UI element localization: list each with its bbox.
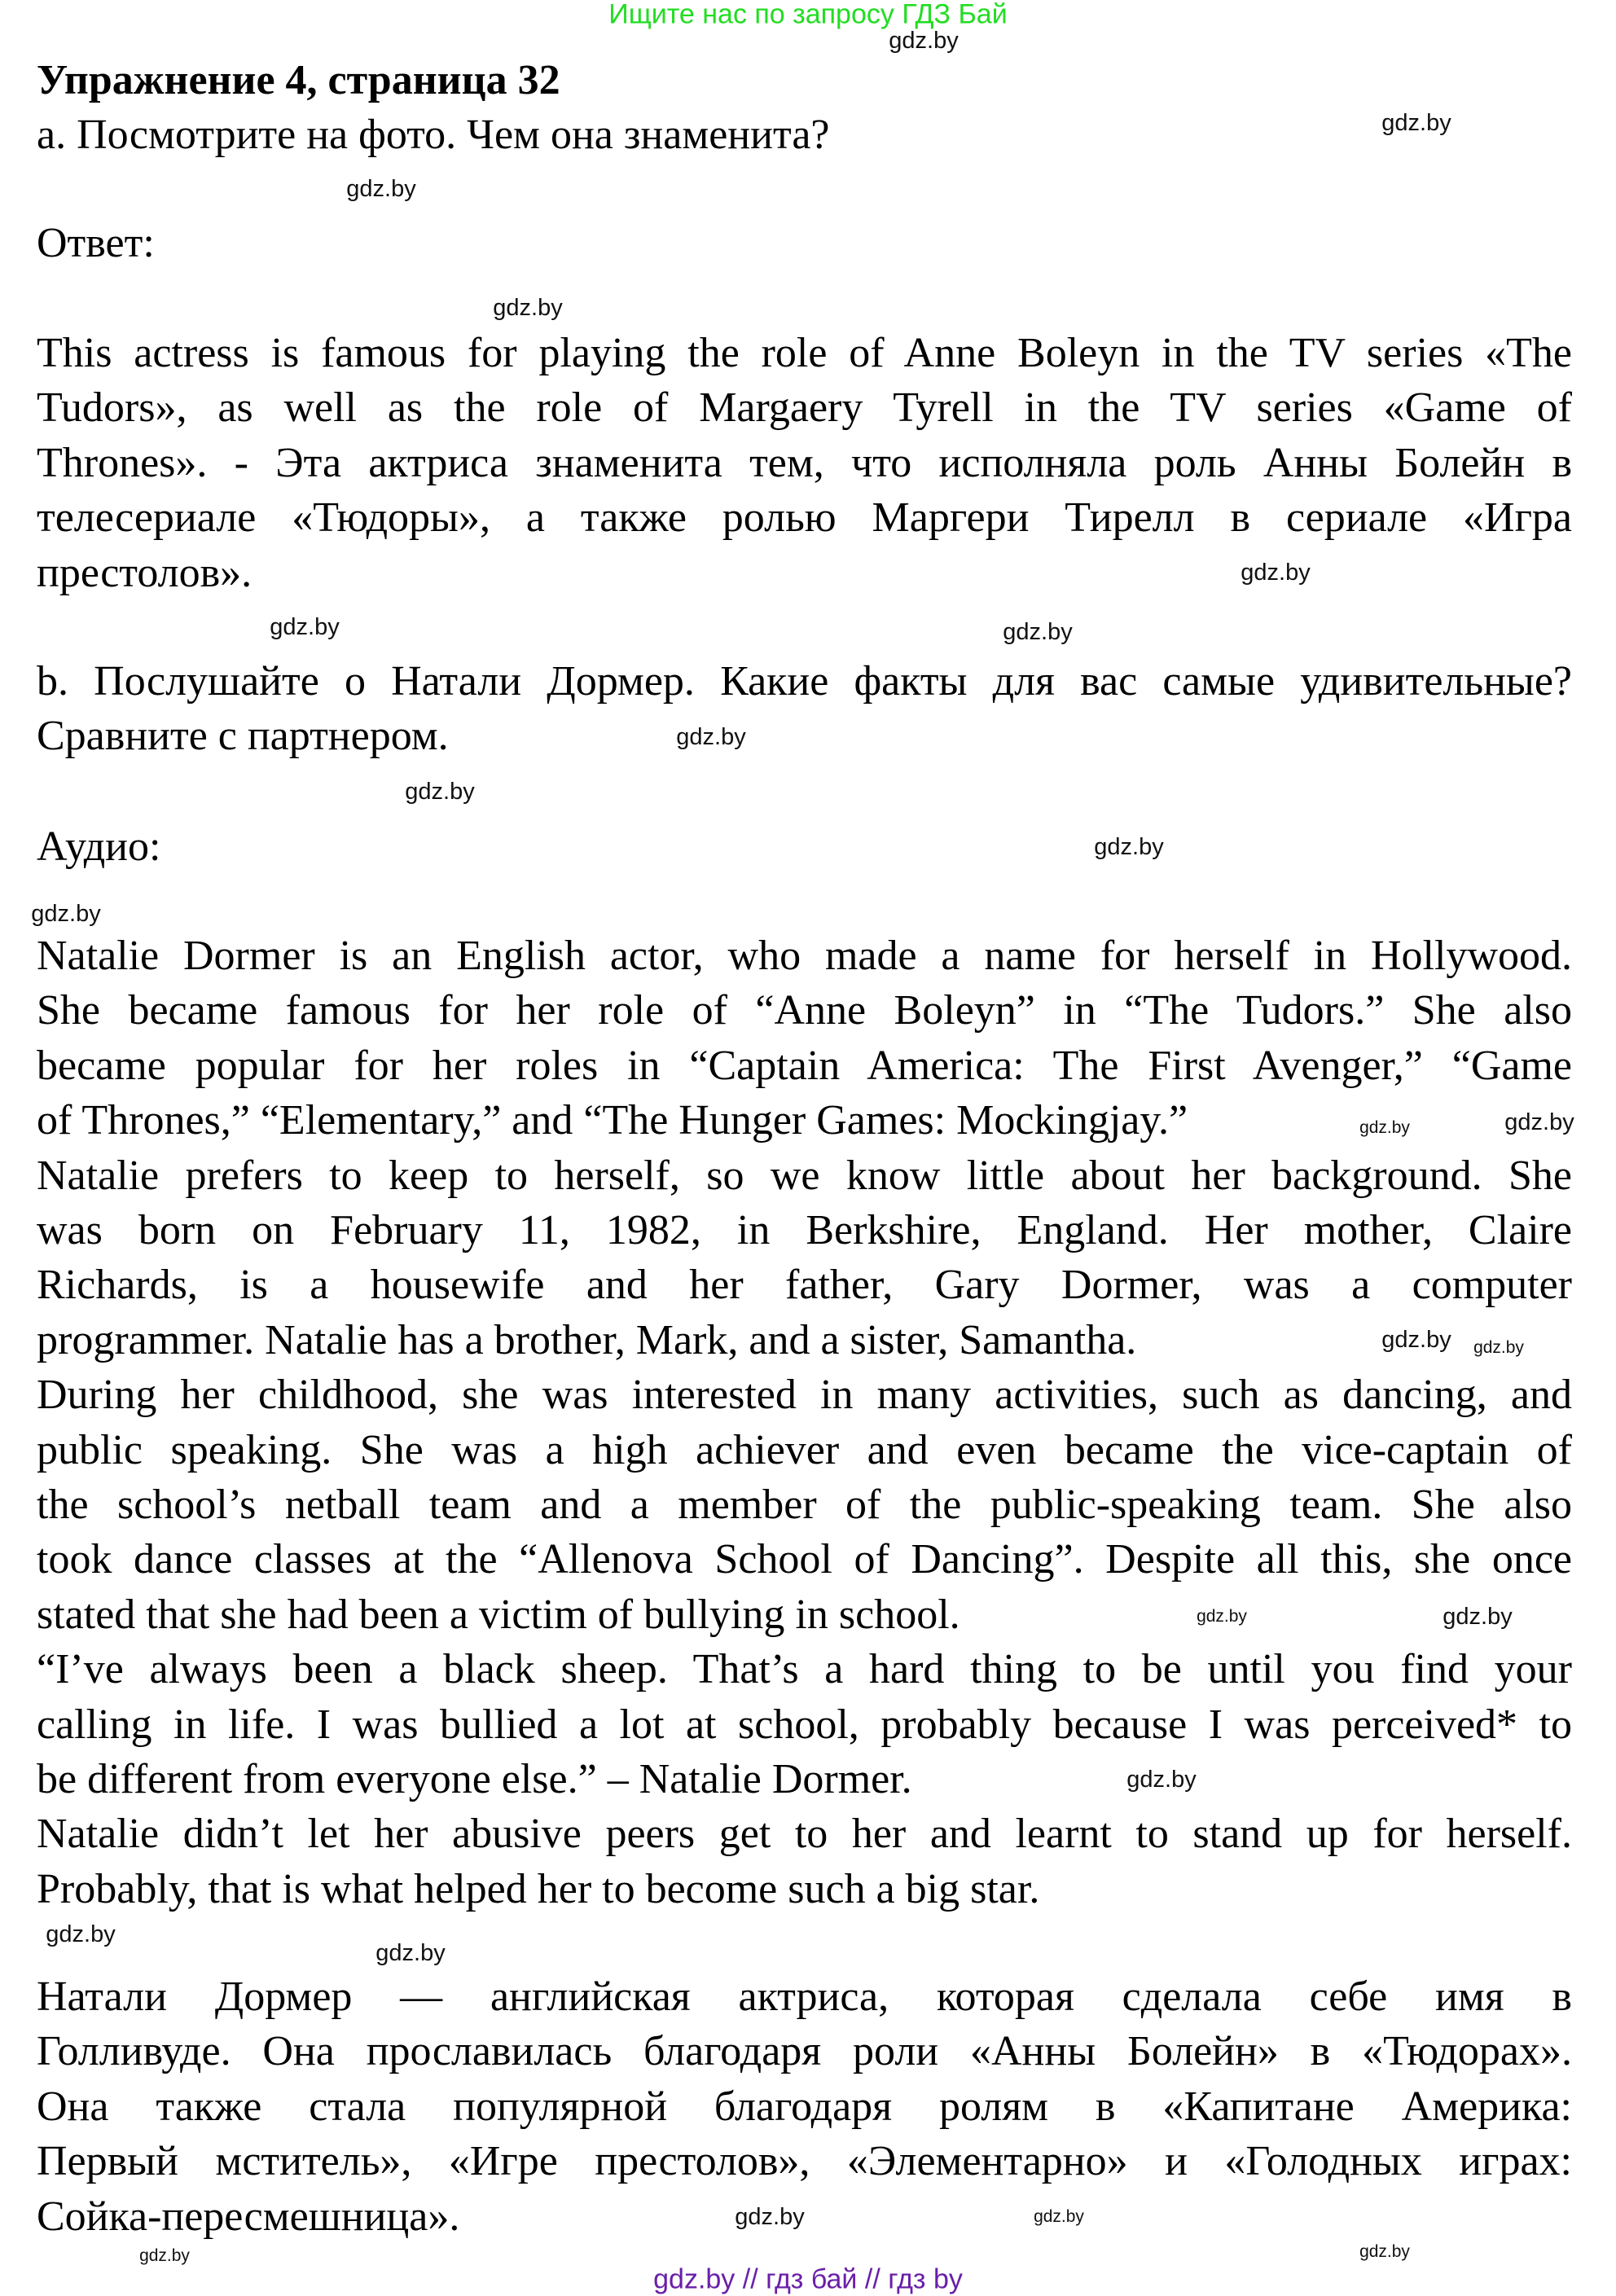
audio-text-line: took dance classes at the “Allenova School of Dancing”. Despite all this, she once: [37, 1536, 1572, 1583]
watermark-text: gdz.by: [1504, 1109, 1574, 1135]
audio-text-line: “I’ve always been a black sheep. That’s a hard thing to be until you find your: [37, 1646, 1572, 1693]
translation-line: Голливуде. Она прославилась благодаря роли «Анны Болейн» в «Тюдорах».: [37, 2028, 1572, 2075]
audio-text-line: Natalie Dormer is an English actor, who made a name for herself in Hollywood.: [37, 933, 1572, 979]
answer-line: Tudors», as well as the role of Margaery Tyrell in the TV series «Game of: [37, 384, 1572, 432]
footer-links: gdz.by // гдз бай // гдз by: [653, 2263, 963, 2295]
watermark-text: gdz.by: [270, 614, 340, 640]
watermark-text: gdz.by: [346, 176, 416, 202]
watermark-text: gdz.by: [46, 1921, 116, 1947]
answer-line: престолов».: [37, 549, 253, 596]
search-banner: Ищите нас по запросу ГДЗ Бай: [608, 0, 1008, 30]
audio-text-line: became popular for her roles in “Captain America: The First Avenger,” “Game: [37, 1042, 1572, 1089]
exercise-title: Упражнение 4, страница 32: [37, 57, 560, 103]
watermark-text: gdz.by: [1443, 1604, 1513, 1630]
audio-text-line: the school’s netball team and a member of the public-speaking team. She also: [37, 1482, 1572, 1528]
audio-text-line: She became famous for her role of “Anne Boleyn” in “The Tudors.” She also: [37, 987, 1572, 1034]
watermark-text: gdz.by: [1381, 1327, 1451, 1353]
watermark-text: gdz.by: [1473, 1338, 1524, 1357]
watermark-text: gdz.by: [405, 779, 475, 805]
audio-text-line: public speaking. She was a high achiever and even became the vice-captain of: [37, 1426, 1572, 1473]
answer-line: телесериале «Тюдоры», а также ролью Маргери Тирелл в сериале «Игра: [37, 494, 1572, 542]
translation-line: Сойка-пересмешница».: [37, 2193, 460, 2240]
watermark-text: gdz.by: [676, 724, 746, 750]
audio-text-line: During her childhood, she was interested in many activities, such as dancing, and: [37, 1372, 1572, 1419]
watermark-text: gdz.by: [1003, 619, 1073, 645]
watermark-text: gdz.by: [1381, 110, 1451, 136]
audio-text-line: was born on February 11, 1982, in Berkshire, England. Her mother, Claire: [37, 1207, 1572, 1253]
watermark-text: gdz.by: [375, 1940, 446, 1966]
watermark-text: gdz.by: [139, 2246, 190, 2265]
watermark-text: gdz.by: [1359, 2242, 1410, 2261]
watermark-text: gdz.by: [1094, 834, 1164, 860]
task-b-line: b. Послушайте о Натали Дормер. Какие факты для вас самые удивительные?: [37, 658, 1572, 705]
audio-text-line: Probably, that is what helped her to become such a big star.: [37, 1865, 1040, 1912]
audio-text-line: Richards, is a housewife and her father, Gary Dormer, was a computer: [37, 1262, 1572, 1309]
watermark-text: gdz.by: [1197, 1607, 1247, 1626]
audio-text-line: stated that she had been a victim of bullying in school.: [37, 1591, 960, 1638]
answer-line: This actress is famous for playing the role of Anne Boleyn in the TV series «The: [37, 330, 1572, 376]
audio-label: Аудио:: [37, 823, 161, 870]
audio-text-line: Natalie prefers to keep to herself, so we know little about her background. She: [37, 1152, 1572, 1199]
audio-text-line: programmer. Natalie has a brother, Mark, and a sister, Samantha.: [37, 1316, 1137, 1363]
watermark-text: gdz.by: [1126, 1767, 1197, 1793]
watermark-text: gdz.by: [889, 28, 959, 54]
audio-text-line: calling in life. I was bullied a lot at school, probably because I was perceived* to: [37, 1701, 1572, 1748]
watermark-text: gdz.by: [493, 295, 563, 321]
watermark-text: gdz.by: [1359, 1118, 1410, 1137]
translation-line: Она также стала популярной благодаря ролям в «Капитане Америка:: [37, 2083, 1572, 2130]
audio-text-line: of Thrones,” “Elementary,” and “The Hunger Games: Mockingjay.”: [37, 1097, 1188, 1144]
watermark-text: gdz.by: [1241, 560, 1311, 586]
task-b-line: Сравните с партнером.: [37, 713, 449, 760]
audio-text-line: be different from everyone else.” – Natalie Dormer.: [37, 1756, 912, 1802]
translation-line: Натали Дормер — английская актриса, которая сделала себе имя в: [37, 1973, 1572, 2020]
watermark-text: gdz.by: [1034, 2207, 1084, 2226]
task-a: a. Посмотрите на фото. Чем она знаменита?: [37, 112, 830, 158]
audio-text-line: Natalie didn’t let her abusive peers get to her and learnt to stand up for herself.: [37, 1811, 1572, 1858]
translation-line: Первый мститель», «Игре престолов», «Элементарно» и «Голодных играх:: [37, 2138, 1572, 2185]
watermark-text: gdz.by: [31, 901, 101, 927]
answer-label: Ответ:: [37, 220, 155, 266]
answer-line: Thrones». - Эта актриса знаменита тем, что исполняла роль Анны Болейн в: [37, 439, 1572, 486]
watermark-text: gdz.by: [735, 2204, 805, 2230]
